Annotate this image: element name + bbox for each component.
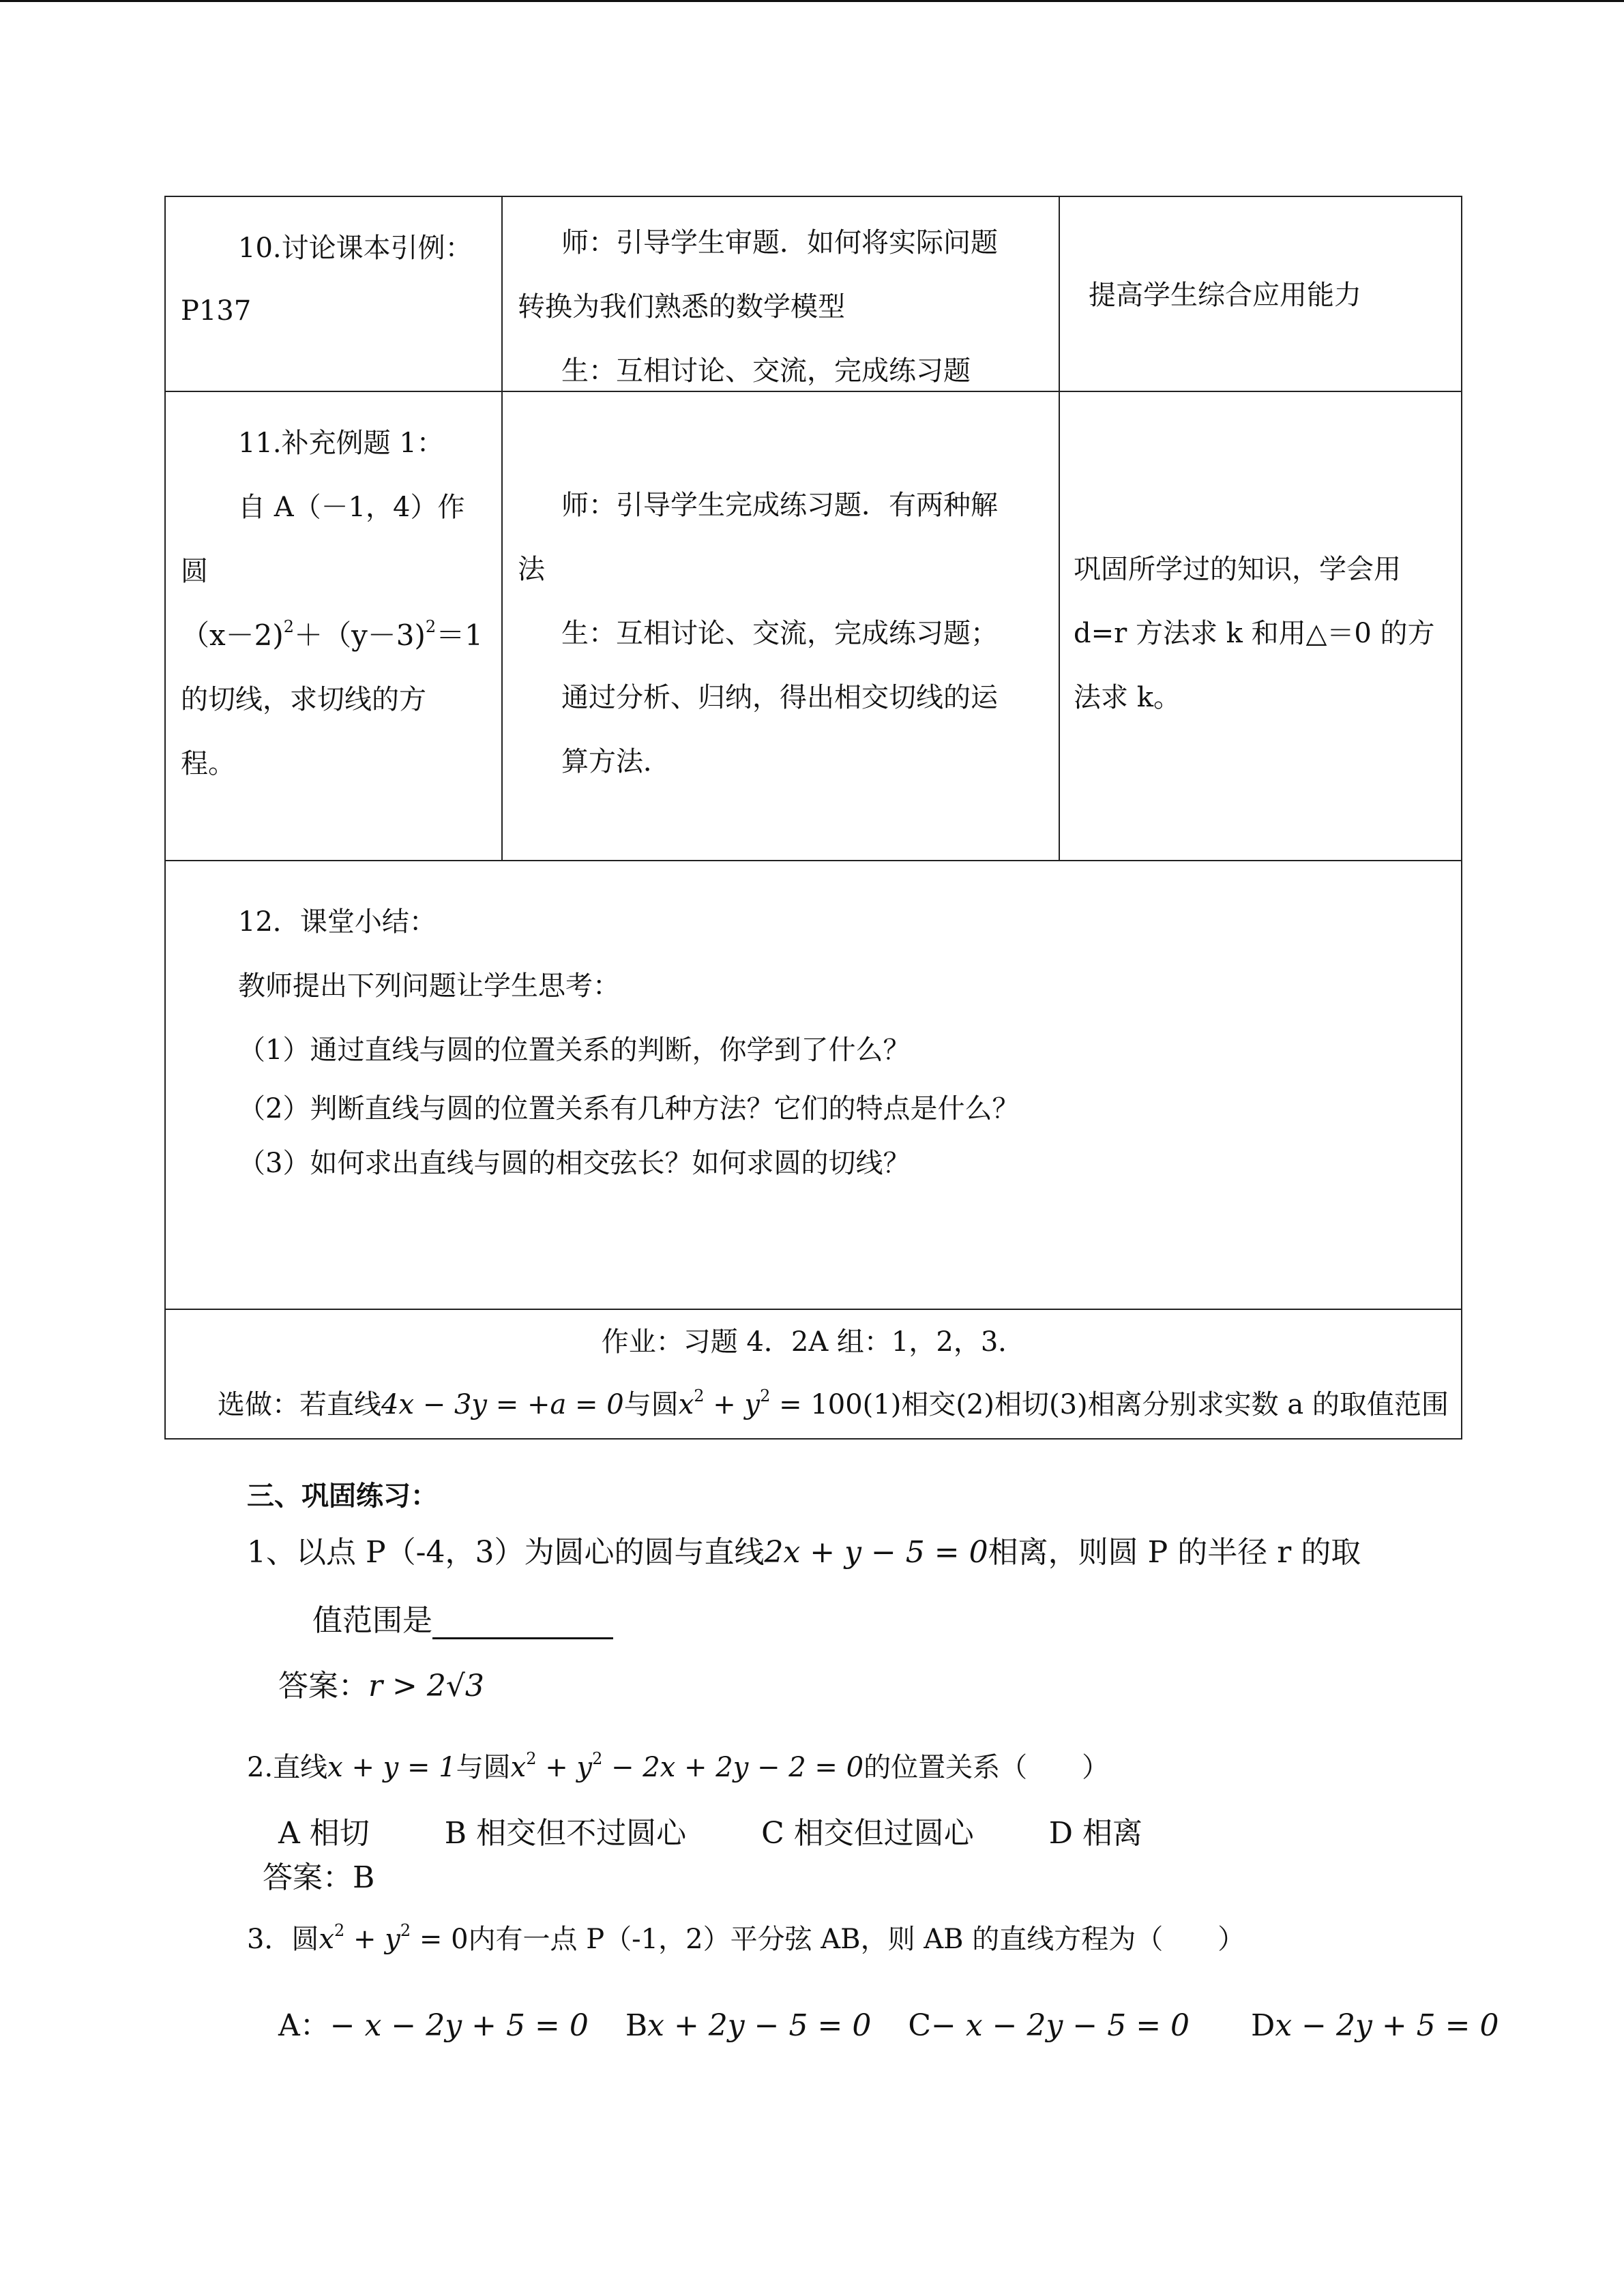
row10-purpose-cell: [1059, 196, 1462, 391]
row11-equation-word: 程。: [181, 748, 235, 779]
practice-answer-1: [278, 1661, 484, 1705]
summary-question-1: （1）通过直线与圆的位置关系的判断，你学到了什么？: [238, 1034, 911, 1066]
q3-option-d-label: D: [1251, 2008, 1275, 2043]
table-row-homework: [165, 1309, 1462, 1439]
row11-student-line-3: 算方法．: [561, 746, 670, 777]
q2-option-c: C 相交但过圆心: [761, 1816, 974, 1851]
homework-optional-line: [166, 1388, 1461, 1422]
q2-eq2-b: + y: [536, 1752, 593, 1783]
table-row-11: [165, 391, 1462, 861]
page-top-border: [0, 0, 1624, 2]
q3-eq-a: x: [319, 1924, 335, 1955]
a1-label: 答案：: [278, 1669, 368, 1703]
q3-eq-exp-1: 2: [334, 1920, 345, 1940]
q2-option-b: B 相交但不过圆心: [444, 1816, 687, 1851]
q2-eq2-exp-1: 2: [526, 1748, 537, 1768]
summary-cell: [165, 861, 1462, 1309]
q2-eq2-c: − 2x + 2y − 2 = 0: [602, 1752, 864, 1783]
practice-question-3: [247, 1918, 1245, 1956]
homework-line: 作业：习题 4．2A 组：1，2，3．: [601, 1326, 1026, 1358]
lesson-plan-table: [164, 196, 1462, 1440]
eq-part-c: ＝1: [436, 618, 483, 652]
hw-eq2-c: = 100: [770, 1389, 863, 1420]
q3-text-b: 内有一点 P（-1，2）平分弦 AB，则 AB 的直线方程为（ ）: [468, 1924, 1245, 1955]
table-row-summary: [165, 861, 1462, 1309]
q1-answer-blank: [432, 1607, 613, 1639]
row10-activity-cell: [165, 196, 502, 391]
q2-eq2-a: x: [510, 1752, 527, 1783]
q2-text-a: 2.直线: [247, 1752, 328, 1783]
q3-option-a-label: A：: [278, 2008, 330, 2043]
q3-option-c-label: C: [908, 2008, 932, 2043]
hw-opt-suffix: (1)相交(2)相切(3)相离分别求实数 a 的取值范围: [862, 1389, 1449, 1420]
q2-option-a: A 相切: [278, 1816, 370, 1851]
q2-text-c: 的位置关系（ ）: [863, 1752, 1110, 1783]
hw-eq2-b: + y: [704, 1389, 761, 1420]
row10-method-cell: [502, 196, 1059, 391]
hw-opt-prefix: 选做：若直线: [218, 1389, 381, 1420]
q2-eq2-exp-2: 2: [592, 1748, 603, 1768]
a1-value: r > 2√3: [368, 1669, 484, 1703]
hw-opt-equation-1: 4x − 3y = +a = 0: [381, 1389, 624, 1420]
practice-question-2-options: [278, 1808, 1142, 1852]
practice-answer-2: 答案：B: [263, 1860, 375, 1895]
homework-cell: [165, 1309, 1462, 1439]
hw-eq2-exp-1: 2: [694, 1386, 705, 1405]
summary-question-3: （3）如何求出直线与圆的相交弦长？如何求圆的切线？: [238, 1148, 911, 1179]
eq-part-b: ＋（y－3): [294, 618, 426, 652]
hw-eq2-exp-2: 2: [760, 1386, 771, 1405]
table-row-10: [165, 196, 1462, 391]
q1-text-a: 1、以点 P（-4，3）为圆心的圆与直线: [247, 1535, 765, 1570]
q1-text-c: 值范围是: [312, 1603, 432, 1638]
row11-student-line: 生：互相讨论、交流，完成练习题；: [561, 618, 998, 649]
q2-text-b: 与圆: [456, 1752, 511, 1783]
row10-teacher-line: 师：引导学生审题．如何将实际问题: [561, 227, 998, 258]
row10-student-line: 生：互相讨论、交流，完成练习题: [561, 355, 971, 387]
eq-exp-1: 2: [283, 617, 295, 636]
q3-eq-exp-2: 2: [400, 1920, 411, 1940]
q3-option-b: x + 2y − 5 = 0: [647, 2008, 872, 2043]
q3-text-a: 3．圆: [247, 1924, 319, 1955]
summary-question-2: （2）判断直线与圆的位置关系有几种方法？它们的特点是什么？: [238, 1093, 1020, 1124]
row10-purpose-text: 提高学生综合应用能力: [1089, 280, 1361, 311]
row11-circle-equation: [166, 603, 501, 668]
row10-teacher-line-2: 转换为我们熟悉的数学模型: [518, 291, 845, 323]
q3-eq-c: = 0: [411, 1924, 469, 1955]
summary-intro: 教师提出下列问题让学生思考：: [238, 970, 620, 1002]
q2-equation-1: x + y = 1: [327, 1752, 456, 1783]
q3-option-b-label: B: [625, 2008, 648, 2043]
practice-question-2: [247, 1746, 1109, 1785]
q3-option-d: x − 2y + 5 = 0: [1275, 2008, 1499, 2043]
practice-question-3-options: [278, 2001, 1499, 2044]
row10-activity-ref: P137: [181, 295, 252, 327]
row11-purpose-line-3: 法求 k。: [1074, 682, 1181, 713]
q3-option-c: − x − 2y − 5 = 0: [931, 2008, 1190, 2043]
row11-teacher-line-2: 法: [518, 554, 545, 585]
q3-eq-b: + y: [344, 1924, 400, 1955]
row11-title: 11.补充例题 1：: [238, 428, 444, 459]
row11-activity-cell: [165, 391, 502, 861]
row11-teacher-line: 师：引导学生完成练习题．有两种解: [561, 490, 998, 521]
row11-purpose-cell: [1059, 391, 1462, 861]
row10-activity-title: 10.讨论课本引例：: [238, 233, 473, 264]
eq-exp-2: 2: [425, 617, 437, 636]
practice-question-1: [247, 1527, 1361, 1571]
row11-method-cell: [502, 391, 1059, 861]
q3-option-a: − x − 2y + 5 = 0: [329, 2008, 589, 2043]
q1-equation: 2x + y − 5 = 0: [764, 1535, 988, 1570]
q2-option-d: D 相离: [1048, 1816, 1143, 1851]
practice-section-title: 三、巩固练习：: [247, 1480, 438, 1512]
hw-eq2-a: x: [678, 1389, 694, 1420]
row11-student-line-2: 通过分析、归纳，得出相交切线的运: [561, 682, 998, 713]
summary-title: 12．课堂小结：: [238, 906, 437, 938]
q1-text-b: 相离，则圆 P 的半径 r 的取: [988, 1535, 1361, 1570]
row11-point-line: 自 A（－1，4）作: [238, 492, 465, 523]
row11-purpose-line-2: d=r 方法求 k 和用△＝0 的方: [1074, 618, 1435, 649]
practice-question-1-cont: [312, 1596, 613, 1639]
row11-tangent-line: 的切线，求切线的方: [181, 684, 426, 715]
row11-purpose-line-1: 巩固所学过的知识，学会用: [1074, 554, 1401, 585]
row11-circle-word: 圆: [181, 556, 208, 587]
eq-part-a: （x－2): [181, 618, 284, 652]
hw-opt-mid: 与圆: [623, 1389, 679, 1420]
